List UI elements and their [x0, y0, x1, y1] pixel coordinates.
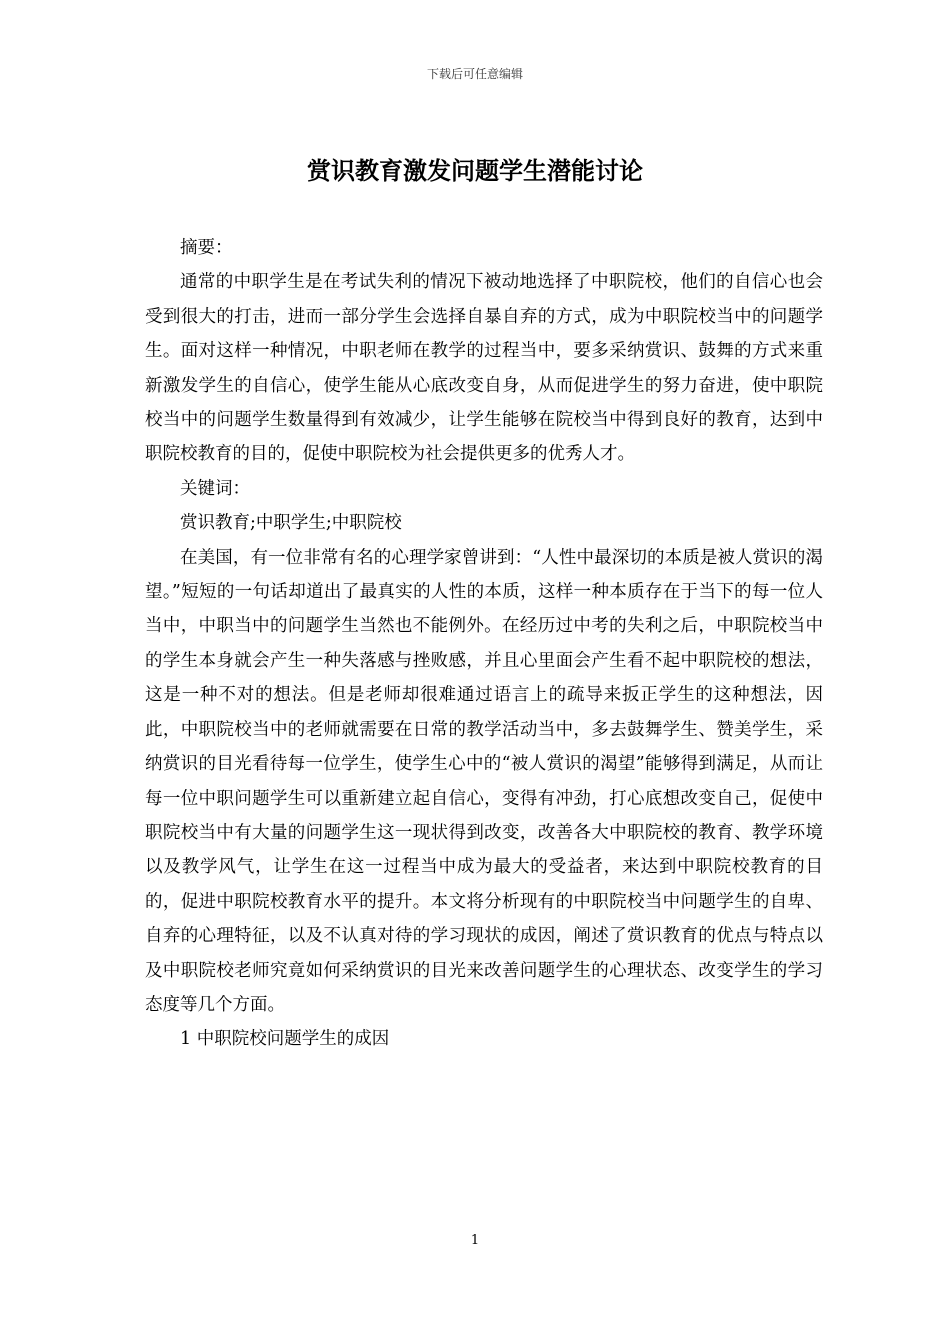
- keywords-heading: 关键词：: [180, 478, 250, 499]
- abstract-paragraph: 通常的中职学生是在考试失利的情况下被动地选择了中职院校，他们的自信心也会受到很大的打击，进而一部分学生会选择自暴自弃的方式，成为中职院校当中的问题学生。面对这样一种情况，中职老师在教学的过程当中，要多采纳赏识、鼓舞的方式来重新激发学生的自信心，使学生能从心底改变自身，从而促进学生的努力奋进，使中职院校当中的问题学生数量得到有效减少，让学生能够在院校当中得到良好的教育，达到中职院校教育的目的，促使中职院校为社会提供更多的优秀人才。: [145, 272, 823, 465]
- document-body: [145, 231, 823, 1057]
- document-title: 赏识教育激发问题学生潜能讨论: [307, 156, 643, 185]
- intro-paragraph: 在美国，有一位非常有名的心理学家曾讲到：“人性中最深切的本质是被人赏识的渴望。”短短的一句话却道出了最真实的人性的本质，这样一种本质存在于当下的每一位人当中，中职当中的问题学生当然也不能例外。在经历过中考的失利之后，中职院校当中的学生本身就会产生一种失落感与挫败感，并且心里面会产生看不起中职院校的想法，这是一种不对的想法。但是老师却很难通过语言上的疏导来扳正学生的这种想法，因此，中职院校当中的老师就需要在日常的教学活动当中，多去鼓舞学生、赞美学生，采纳赏识的目光看待每一位学生，使学生心中的“被人赏识的渴望”能够得到满足，从而让每一位中职问题学生可以重新建立起自信心，变得有冲劲，打心底想改变自己，促使中职院校当中有大量的问题学生这一现状得到改变，改善各大中职院校的教育、教学环境以及教学风气，让学生在这一过程当中成为最大的受益者，来达到中职院校教育的目的，促进中职院校教育水平的提升。本文将分析现有的中职院校当中问题学生的自卑、自弃的心理特征，以及不认真对待的学习现状的成因，阐述了赏识教育的优点与特点以及中职院校老师究竟如何采纳赏识的目光来改善问题学生的心理状态、改变学生的学习态度等几个方面。: [145, 547, 823, 1015]
- section-heading: 1 中职院校问题学生的成因: [180, 1029, 390, 1050]
- header-note: 下载后可任意编辑: [426, 67, 523, 81]
- abstract-heading: 摘要：: [180, 238, 233, 258]
- page-number: 1: [470, 1233, 480, 1248]
- keywords-list: 赏识教育;中职学生;中职院校: [180, 513, 402, 534]
